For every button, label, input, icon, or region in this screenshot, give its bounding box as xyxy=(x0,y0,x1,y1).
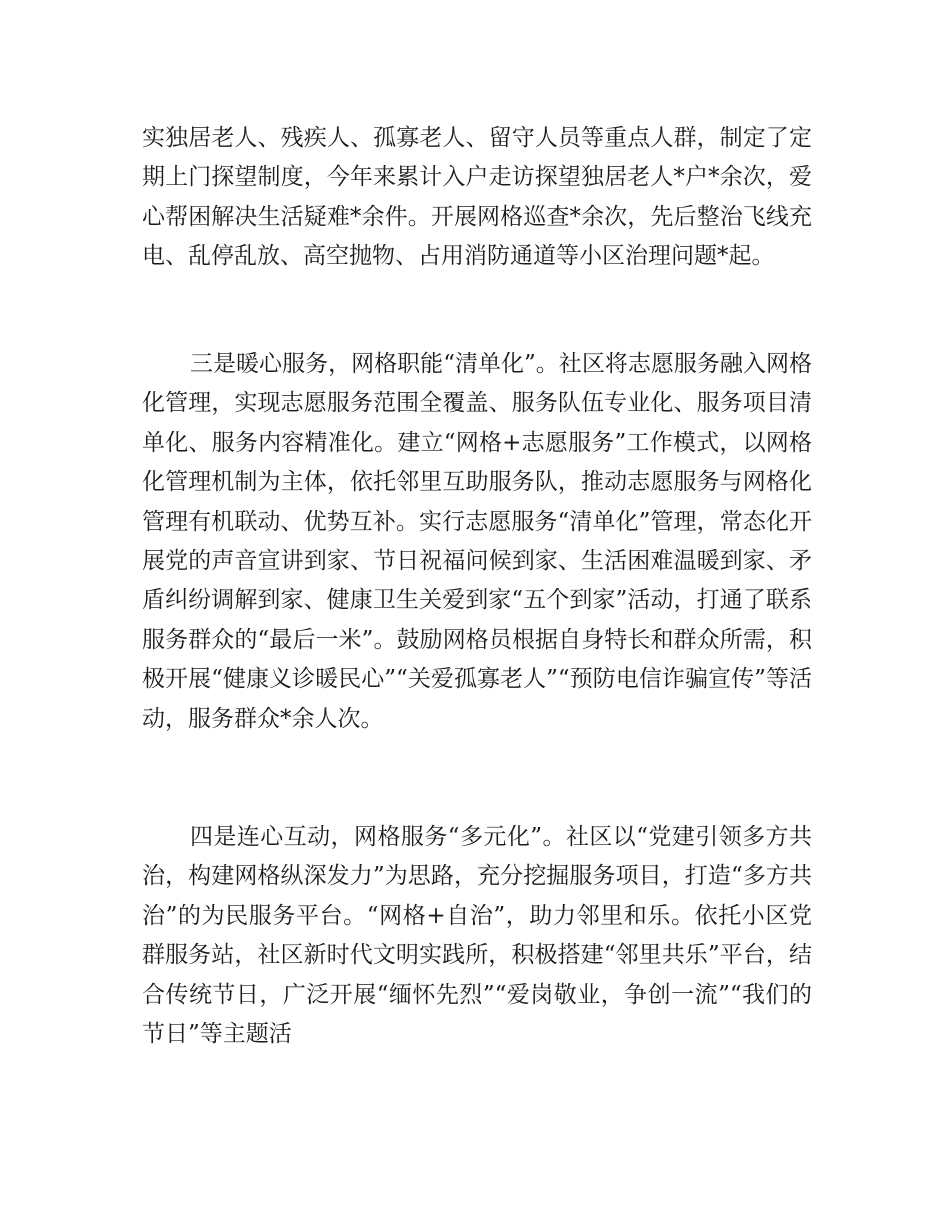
paragraph-text: 三是暖心服务，网格职能“清单化”。社区将志愿服务融入网格化管理，实现志愿服务范围全覆盖、服务队伍专业化、服务项目清单化、服务内容精准化。建立“网格+志愿服务”工作模式，以网格化管理机制为主体，依托邻里互助服务队，推动志愿服务与网格化管理有机联动、优势互补。实行志愿服务“清单化”管理，常态化开展党的声音宣讲到家、节日祝福问候到家、生活困难温暖到家、矛盾纠纷调解到家、健康卫生关爱到家“五个到家”活动，打通了联系服务群众的“最后一米”。鼓励网格员根据自身特长和群众所需，积极开展“健康义诊暖民心”“关爱孤寡老人”“预防电信诈骗宣传”等活动，服务群众*余人次。 xyxy=(142,351,812,732)
paragraph-continuation xyxy=(142,119,812,277)
paragraph-interaction xyxy=(142,818,812,1054)
paragraph-text: 实独居老人、残疾人、孤寡老人、留守人员等重点人群，制定了定期上门探望制度，今年来累计入户走访探望独居老人*户*余次，爱心帮困解决生活疑难*余件。开展网格巡查*余次，先后整治飞线充电、乱停乱放、高空抛物、占用消防通道等小区治理问题*起。 xyxy=(142,125,812,270)
paragraph-text: 四是连心互动，网格服务“多元化”。社区以“党建引领多方共治，构建网格纵深发力”为思路，充分挖掘服务项目，打造“多方共治”的为民服务平台。“网格+自治”，助力邻里和乐。依托小区党群服务站，社区新时代文明实践所，积极搭建“邻里共乐”平台，结合传统节日，广泛开展“缅怀先烈”“爱岗敬业，争创一流”“我们的节日”等主题活 xyxy=(142,824,812,1048)
paragraph-warm-service xyxy=(142,345,812,739)
